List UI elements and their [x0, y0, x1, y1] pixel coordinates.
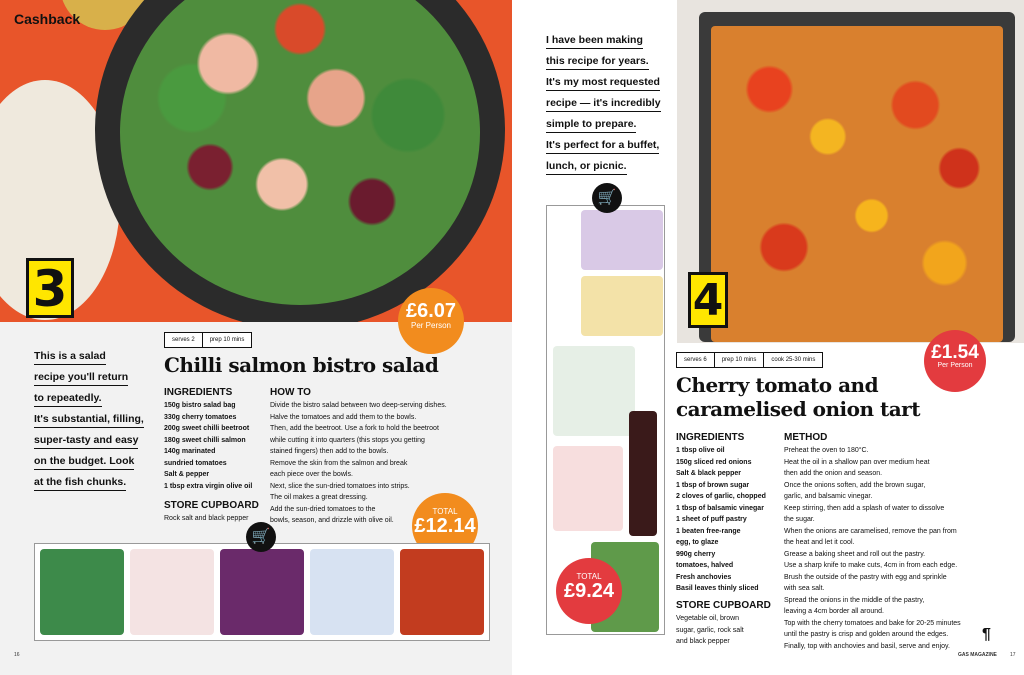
method-step: Remove the skin from the salmon and break	[270, 459, 408, 467]
cupboard-line: Vegetable oil, brown	[676, 615, 740, 622]
intro-line: It's perfect for a buffet,	[546, 139, 659, 154]
recipe4-meta	[676, 352, 823, 368]
product-beetroot	[220, 549, 304, 635]
price-per-person-badge	[924, 330, 986, 392]
ingredients-heading: INGREDIENTS	[164, 387, 233, 398]
price-label: Per Person	[937, 362, 973, 369]
method-step: Use a sharp knife to make cuts, 4cm in from each edge.	[784, 562, 958, 569]
ingredient: 1 tbsp of balsamic vinegar	[676, 504, 764, 512]
ingredient: Salt & black pepper	[676, 470, 741, 477]
method-step: Add the sun-dried tomatoes to the	[270, 505, 376, 513]
ingredient: Salt & pepper	[164, 471, 210, 478]
method-step: while cutting it into quarters (this stops you getting	[270, 436, 425, 444]
recipe3-products	[34, 543, 490, 641]
tart	[711, 26, 1003, 342]
product-salmon	[310, 549, 394, 635]
method-heading: METHOD	[784, 432, 828, 443]
recipe3-intro	[34, 346, 149, 493]
method-step: each piece over the bowls.	[270, 471, 353, 478]
cupboard-heading: STORE CUPBOARD	[676, 600, 771, 611]
ingredient: sundried tomatoes	[164, 459, 227, 467]
title-line: Cherry tomato and	[676, 373, 879, 397]
method-step: Then, add the beetroot. Use a fork to hold the beetroot	[270, 425, 439, 432]
total-label: TOTAL	[576, 572, 602, 581]
method-step: garlic, and balsamic vinegar.	[784, 493, 873, 500]
cupboard-heading: STORE CUPBOARD	[164, 500, 259, 511]
recipe3-title: Chilli salmon bistro salad	[164, 353, 439, 377]
intro-line: recipe — it's incredibly	[546, 97, 661, 112]
ingredient: 330g cherry tomatoes	[164, 413, 237, 421]
method-step: Brush the outside of the pastry with egg and sprinkle	[784, 573, 947, 581]
method-heading: HOW TO	[270, 387, 311, 398]
cart-icon: 🛒	[246, 522, 276, 552]
intro-line: simple to prepare.	[546, 118, 636, 133]
intro-line: This is a salad	[34, 350, 106, 365]
ingredient: Basil leaves thinly sliced	[676, 585, 759, 592]
recipe4-intro	[546, 30, 674, 177]
ingredient: Fresh anchovies	[676, 573, 732, 581]
method-step: Halve the tomatoes and add them to the bowls.	[270, 413, 417, 421]
title-line: caramelised onion tart	[676, 397, 920, 421]
product-balsamic-vinegar	[629, 411, 657, 536]
method-step: leaving a 4cm border all around.	[784, 608, 885, 615]
cupboard-line: and black pepper	[676, 638, 730, 645]
intro-line: lunch, or picnic.	[546, 160, 627, 175]
cupboard-line: sugar, garlic, rock salt	[676, 626, 744, 634]
ingredient: 180g sweet chilli salmon	[164, 436, 246, 444]
method-step: Once the onions soften, add the brown sugar,	[784, 481, 926, 489]
price-label: Per Person	[410, 321, 452, 330]
price-value: £1.54	[931, 342, 979, 363]
intro-line: I have been making	[546, 34, 643, 49]
recipe4-title	[676, 373, 920, 421]
method-step: with sea salt.	[784, 585, 825, 592]
recipe3-meta	[164, 332, 252, 348]
prep-label: prep 10 mins	[209, 337, 245, 343]
ingredient: 200g sweet chilli beetroot	[164, 425, 250, 432]
ingredient: 150g sliced red onions	[676, 458, 752, 466]
paragraph-mark: ¶	[982, 626, 991, 643]
ingredient: 1 tbsp of brown sugar	[676, 481, 750, 489]
ingredient: 1 beaten free-range	[676, 527, 741, 535]
method-step: Next, slice the sun-dried tomatoes into strips.	[270, 482, 410, 490]
recipe-number-badge: 4	[688, 272, 728, 328]
total-price-badge	[556, 558, 622, 624]
method-step: the sugar.	[784, 516, 815, 523]
cart-icon: 🛒	[592, 183, 622, 213]
total-value: £12.14	[414, 515, 476, 537]
section-title: Cashback	[14, 11, 81, 27]
ingredient: 1 tbsp olive oil	[676, 447, 725, 454]
intro-line: recipe you'll return	[34, 371, 128, 386]
method-step: Finally, top with anchovies and basil, serve and enjoy.	[784, 642, 950, 650]
method-step: Heat the oil in a shallow pan over medium heat	[784, 458, 930, 466]
ingredients-heading: INGREDIENTS	[676, 432, 745, 443]
page-number: 16	[14, 652, 20, 658]
method-step: stained fingers) then add to the bowls.	[270, 448, 389, 455]
recipe4-method	[784, 445, 961, 652]
cupboard-text: Rock salt and black pepper	[164, 515, 249, 522]
method-step: The oil makes a great dressing.	[270, 494, 368, 501]
intro-line: on the budget. Look	[34, 455, 134, 470]
intro-line: at the fish chunks.	[34, 476, 126, 491]
method-step: Grease a baking sheet and roll out the pastry.	[784, 550, 926, 558]
product-anchovies	[553, 346, 635, 436]
method-step: Divide the bistro salad between two deep-serving dishes.	[270, 402, 447, 409]
price-per-person-badge	[398, 288, 464, 354]
salmon-salad-photo	[0, 0, 512, 322]
cupboard-text	[676, 613, 744, 648]
intro-line: super-tasty and easy	[34, 434, 138, 449]
ingredient: 990g cherry	[676, 550, 716, 558]
footer-brand: GAS MAGAZINE	[958, 652, 997, 658]
method-step: the heat and let it cool.	[784, 539, 855, 546]
intro-line: It's my most requested	[546, 76, 660, 91]
page-number: 17	[1010, 652, 1016, 658]
tomato-tart-photo	[677, 0, 1024, 343]
intro-line: to repeatedly.	[34, 392, 102, 407]
cook-label: cook 25-30 mins	[771, 357, 816, 363]
product-bistro-salad	[40, 549, 124, 635]
ingredient: 140g marinated	[164, 448, 216, 455]
price-value: £6.07	[405, 300, 457, 322]
method-step: bowls, season, and drizzle with olive oil.	[270, 517, 394, 524]
method-step: Keep stirring, then add a splash of water to dissolve	[784, 504, 945, 512]
product-puff-pastry	[581, 276, 663, 336]
method-step: When the onions are caramelised, remove the pan from	[784, 527, 957, 535]
product-plum-tomatoes	[553, 446, 623, 531]
method-step: Spread the onions in the middle of the pastry,	[784, 596, 925, 604]
method-step: Top with the cherry tomatoes and bake for 20-25 minutes	[784, 619, 961, 627]
serves-label: serves 2	[165, 333, 203, 347]
method-step: until the pastry is crisp and golden around the edges.	[784, 631, 949, 638]
ingredient: 1 tbsp extra virgin olive oil	[164, 482, 253, 490]
serves-label: serves 6	[677, 353, 715, 367]
product-sundried-tomatoes	[400, 549, 484, 635]
ingredient: 150g bistro salad bag	[164, 402, 236, 409]
intro-line: this recipe for years.	[546, 55, 649, 70]
recipe-number-badge: 3	[26, 258, 74, 318]
intro-line: It's substantial, filling,	[34, 413, 144, 428]
prep-label: prep 10 mins	[715, 353, 765, 367]
ingredient: 2 cloves of garlic, chopped	[676, 493, 766, 500]
recipe3-ingredients	[164, 400, 252, 492]
ingredient: 1 sheet of puff pastry	[676, 516, 747, 523]
product-red-onions	[581, 210, 663, 270]
ingredient: tomatoes, halved	[676, 562, 734, 569]
total-value: £9.24	[563, 580, 615, 602]
recipe4-ingredients	[676, 445, 766, 595]
ingredient: egg, to glaze	[676, 539, 719, 546]
method-step: then add the onion and season.	[784, 470, 883, 477]
total-label: TOTAL	[432, 507, 458, 516]
product-plum-tomatoes	[130, 549, 214, 635]
method-step: Preheat the oven to 180°C.	[784, 447, 869, 454]
